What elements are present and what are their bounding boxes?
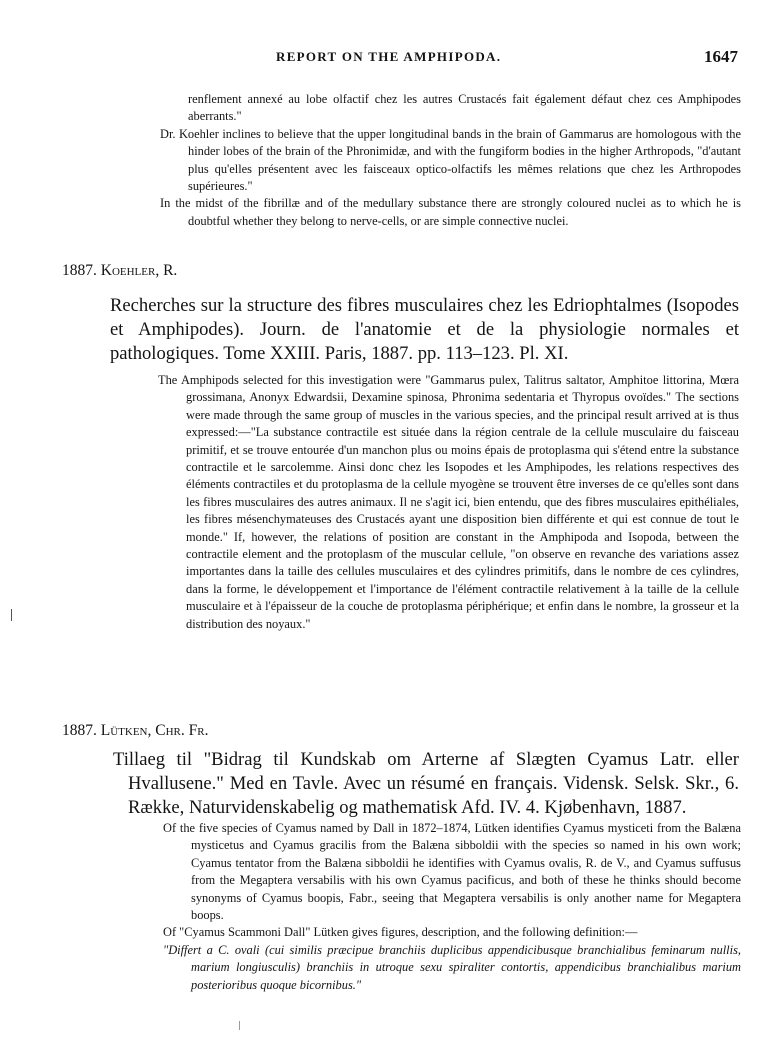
entry-heading-lutken	[62, 722, 208, 740]
gutter-mark	[11, 609, 12, 621]
entry-title-text: Tillaeg til "Bidrag til Kundskab om Arterne af Slægten Cyamus Latr. eller Hvallusene." Med en Tavle. Avec un résumé en français. Vidensk. Selsk. Skr., 6. Række, Naturvidenskabelig og mathematisk Afd. IV. 4. Kjøbenhavn, 1887.	[113, 749, 739, 818]
koehler-brain-paragraph: Dr. Koehler inclines to believe that the upper longitudinal bands in the brain of Gammarus are homologous with the hinder lobes of the brain of the Phronimidæ, and with the fungiform bodies in the higher Arthropods, "d'autant plus qu'elles présentent avec les faisceaux optico-olfactifs les mêmes relations que chez les Arthropodes supérieures."	[160, 126, 741, 194]
latin-definition: "Differt a C. ovali (cui similis præcipue branchiis duplicibus appendicibusque branchialibus feminarum nullis, marium longiusculis) branchiis in utroque sexu spiraliter contortis, appendicibus branchialibus marium posterioribus quoque bicornibus."	[163, 942, 741, 992]
entry-heading-koehler	[62, 262, 177, 280]
entry-summary-text: Of the five species of Cyamus named by Dall in 1872–1874, Lütken identifies Cyamus mysticeti from the Balæna mysticetus and Cyamus gracilis from the Balæna sibboldii with the species so named in his own work; Cyamus tentator from the Balæna sibboldii he identifies with Cyamus ovalis, R. de V., and Cyamus suffusus from the Megaptera versabilis with his own Cyamus pacificus, and both of these he thinks should become synonyms of Cyamus boopis, Fabr., seeing that Megaptera versabilis is only another name for Megaptera boops.	[163, 821, 741, 923]
scammoni-paragraph: Of "Cyamus Scammoni Dall" Lütken gives figures, description, and the following definition:—	[163, 925, 638, 940]
entry-year: 1887.	[62, 722, 97, 739]
entry-author: Lütken, Chr. Fr.	[100, 722, 209, 739]
entry-summary-koehler	[158, 372, 739, 633]
running-title: REPORT ON THE AMPHIPODA.	[276, 49, 502, 64]
quote-ending-paragraph: renflement annexé au lobe olfactif chez les autres Crustacés fait également défaut chez ces Amphipodes aberrants."	[188, 92, 741, 124]
entry-summary-lutken	[163, 820, 741, 994]
nuclei-paragraph: In the midst of the fibrillæ and of the medullary substance there are strongly coloured nuclei as to which he is doubtful whether they belong to nerve-cells, or are simple connective nuclei.	[160, 196, 741, 228]
page-header	[0, 49, 776, 71]
entry-title-lutken	[113, 748, 739, 819]
entry-summary-text: The Amphipods selected for this investigation were "Gammarus pulex, Talitrus saltator, Amphitoe littorina, Mœra grossimana, Anonyx Edwardsii, Dexamine spinosa, Phronima sedentaria et Thyropus ovoïdes." The sections were made through the same group of muscles in the various species, and the principal result arrived at is thus expressed:—"La substance contractile est située dans la région centrale de la cellule musculaire du faisceau primitif, et se trouve entourée d'un manchon plus ou moins épais de protoplasma qui s'étend entre la substance contractile et le sarcolemme. Ainsi donc chez les Isopodes et les Amphipodes, les relations respectives des éléments contractiles et du protoplasma de la cellule myogène se trouvent être inverses de ce qu'elles sont dans les fibres musculaires des autres animaux. Il ne s'agit ici, bien entendu, que des fibres musculaires epithéliales, les fibres mésenchymateuses des Crustacés ayant une disposition bien différente et qui est connue de tout le monde." If, however, the relations of position are constant in the Amphipoda and Isopoda, between the contractile element and the protoplasm of the muscular cellule, "on observe en revanche des variations assez importantes dans la taille des cellules musculaires et des cylindres primitifs, dans le nombre de ces cylindres, dans la forme, le développement et l'importance de l'élément contractile relativement à la taille de la cellule musculaire et à l'épaisseur de la couche de protoplasma périphérique; et enfin dans le nombre, la grosseur et la distribution des noyaux."	[158, 373, 739, 631]
entry-year: 1887.	[62, 262, 97, 279]
entry-title-text: Recherches sur la structure des fibres musculaires chez les Edriophtalmes (Isopodes et Amphipodes). Journ. de l'anatomie et de la physiologie normales et pathologiques. Tome XXIII. Paris, 1887. pp. 113–123. Pl. XI.	[110, 295, 739, 364]
intro-section	[160, 91, 741, 230]
page-number: 1647	[704, 47, 738, 66]
entry-title-koehler	[110, 294, 739, 365]
scan-speck	[239, 1021, 240, 1030]
entry-author: Koehler, R.	[100, 262, 178, 279]
